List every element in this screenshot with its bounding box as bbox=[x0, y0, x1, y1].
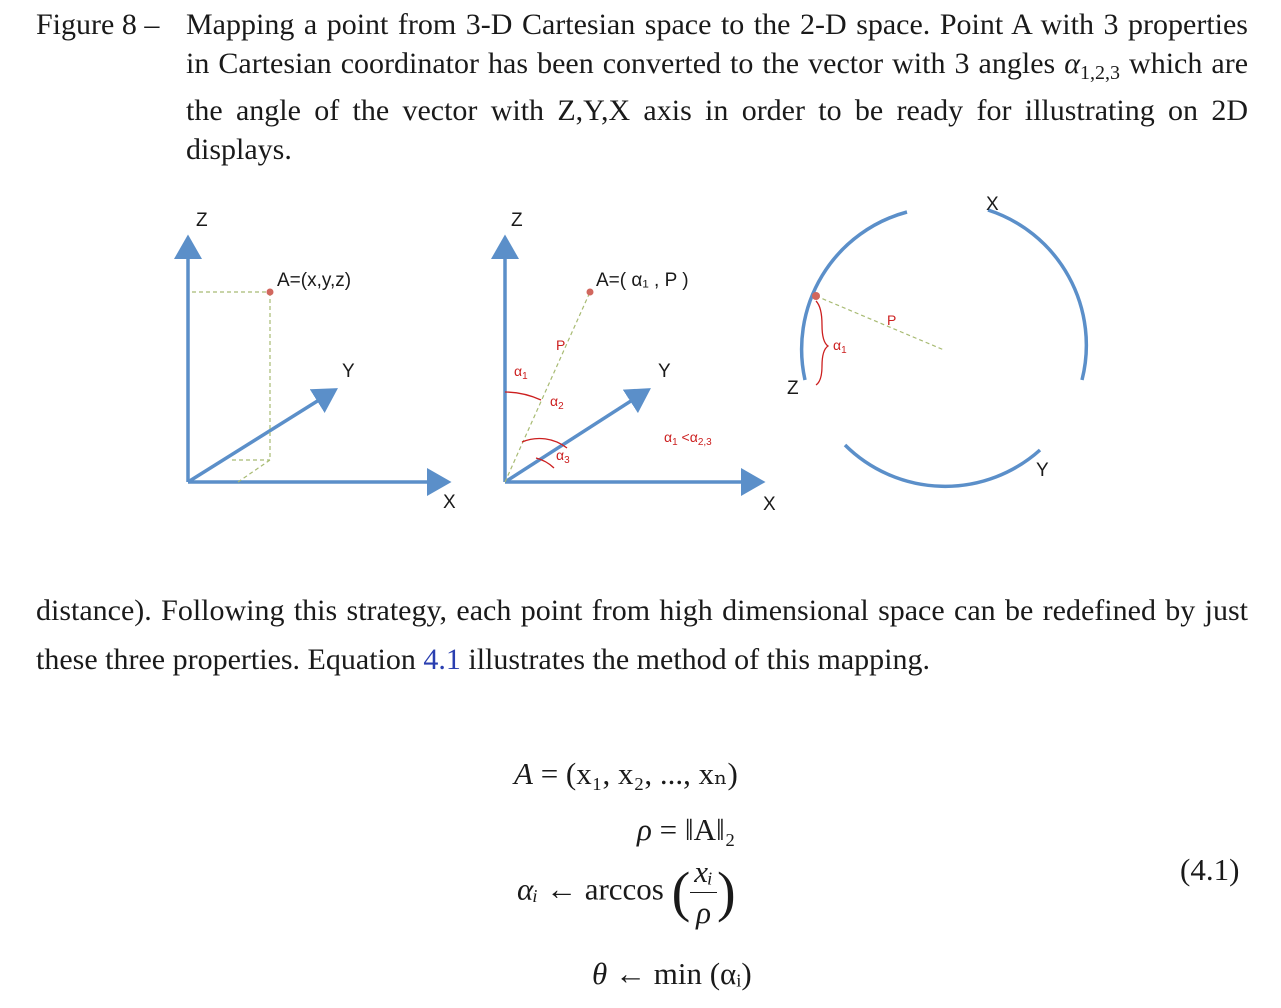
eq3-fraction bbox=[690, 854, 717, 931]
y-axis-left bbox=[188, 390, 335, 482]
arc-alpha1 bbox=[505, 392, 541, 400]
panel-angles bbox=[505, 210, 776, 515]
equation-line-3: αᵢ ← arccos ( $\frac{\text{xᵢ}}{\rho}$ ) bbox=[517, 854, 736, 930]
equation-line-4 bbox=[592, 956, 752, 992]
y-axis-mid bbox=[505, 390, 648, 482]
eq3-arrow: ← arccos bbox=[538, 871, 664, 907]
caption-alpha: α bbox=[1064, 46, 1080, 80]
caption-alpha-sub: 1,2,3 bbox=[1079, 61, 1120, 84]
arc-y-axis bbox=[845, 445, 1040, 486]
label-z-circle: Z bbox=[787, 378, 799, 399]
equation-line-2 bbox=[637, 812, 735, 848]
caption-text bbox=[186, 6, 1248, 169]
eq4-lhs: θ bbox=[592, 956, 608, 991]
proj-x-line bbox=[238, 460, 270, 482]
caption-part2: which are the angle of the vector with Z,Y,X axis in order to be ready for illustrating on 2D displays. bbox=[186, 46, 1249, 166]
para-part2: illustrates the method of this mapping. bbox=[460, 643, 930, 676]
point-a-left bbox=[267, 289, 274, 296]
eq4-rhs: ← min (αᵢ) bbox=[607, 956, 752, 991]
label-x-circle: X bbox=[986, 194, 999, 215]
equation-number: (4.1) bbox=[1180, 852, 1240, 887]
label-z-mid: Z bbox=[511, 210, 523, 231]
alpha-inequality: $\alpha_1 <\alpha_{2,3}$ bbox=[664, 429, 712, 448]
eq2-lhs: ρ bbox=[637, 812, 652, 847]
label-point-mid: A=( α₁ , P ) bbox=[596, 270, 689, 291]
body-paragraph bbox=[36, 586, 1248, 684]
label-x-left: X bbox=[443, 492, 456, 513]
figure-diagram bbox=[0, 180, 1281, 540]
eq2-rhs: = ‖A‖₂ bbox=[651, 812, 736, 847]
para-part1: distance). Following this strategy, each point from high dimensional space can be redefined by just these three properties. Equation bbox=[36, 594, 1248, 676]
eq1-rhs: = (x₁, x₂, ..., xₙ) bbox=[532, 756, 738, 791]
label-point-left: A=(x,y,z) bbox=[277, 270, 352, 291]
label-x-mid: X bbox=[763, 494, 776, 515]
label-alpha2-mid: $\alpha_2$ bbox=[550, 393, 564, 412]
caption-part1: Mapping a point from 3-D Cartesian space to the 2-D space. Point A with 3 properties in Cartesian coordinator has been converted to the vector with 3 angles bbox=[186, 8, 1248, 80]
label-y-circle: Y bbox=[1036, 460, 1049, 481]
panel-circular bbox=[787, 194, 1086, 486]
arc-x-axis bbox=[988, 210, 1086, 380]
brace-alpha1 bbox=[816, 301, 828, 385]
eq1-lhs: A bbox=[514, 756, 533, 791]
eq3-numerator: xᵢ bbox=[690, 854, 717, 893]
point-a-mid bbox=[587, 289, 594, 296]
equation-line-1 bbox=[514, 756, 738, 792]
label-p-circle: P bbox=[887, 312, 897, 328]
label-alpha3-mid: $\alpha_3$ bbox=[556, 447, 570, 466]
label-z-left: Z bbox=[196, 210, 208, 231]
panel-cartesian bbox=[188, 210, 456, 513]
label-y-mid: Y bbox=[658, 361, 671, 382]
figure-label: Figure 8 – bbox=[36, 8, 160, 41]
equation-ref-link[interactable]: 4.1 bbox=[423, 643, 461, 676]
label-alpha1-mid: $\alpha_1$ bbox=[514, 363, 528, 382]
label-y-left: Y bbox=[342, 361, 355, 382]
label-p-mid: P bbox=[556, 337, 566, 353]
eq3-denominator: ρ bbox=[696, 895, 712, 930]
point-a-circle bbox=[812, 292, 820, 300]
figure-caption bbox=[36, 6, 1248, 169]
label-alpha1-circle: $\alpha_1$ bbox=[833, 337, 847, 356]
eq3-lhs: αᵢ bbox=[517, 871, 539, 907]
